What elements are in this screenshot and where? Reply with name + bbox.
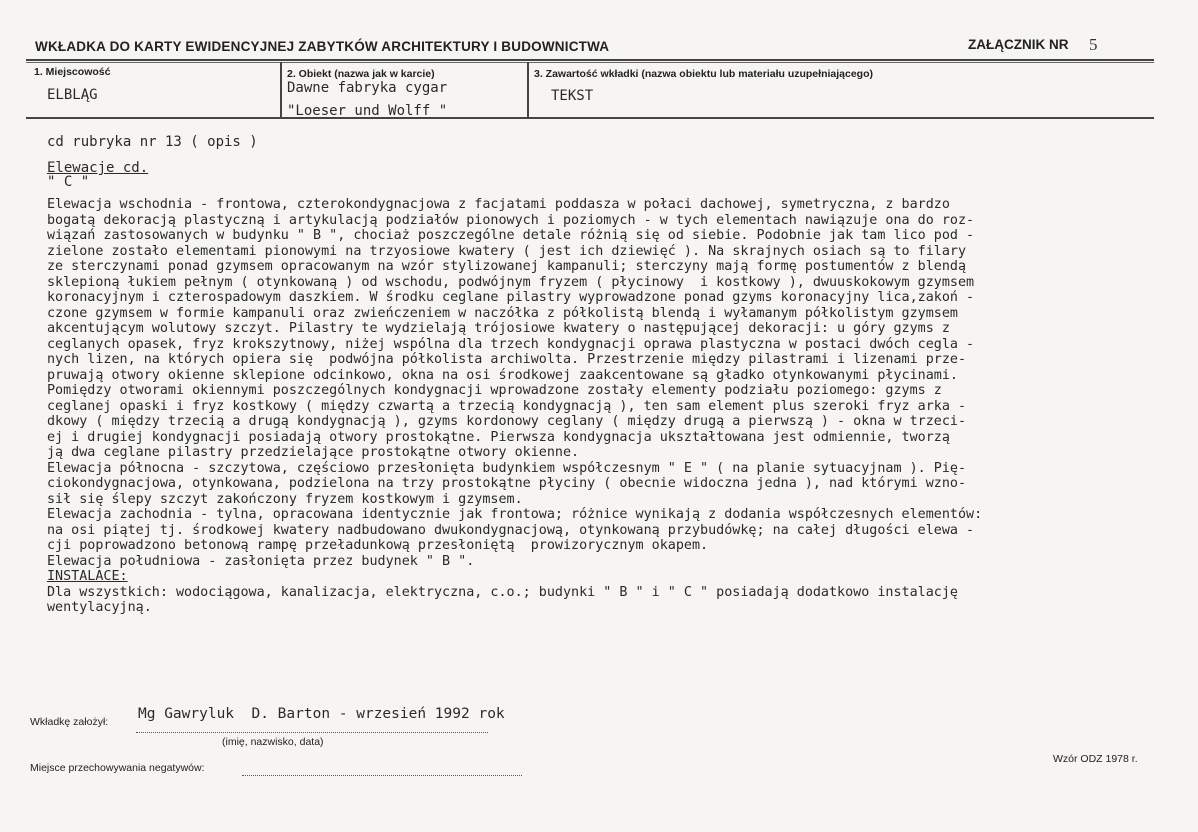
installations-heading: INSTALACE:: [47, 569, 128, 584]
description-line: cji poprowadzono betonową rampę przeładunkową przesłoniętą prowizorycznym okapem.: [47, 538, 709, 553]
subsection-label: " C ": [47, 174, 90, 190]
description-line: Elewacja północna - szczytowa, częściowo przesłonięta budynkiem współczesnym " E " ( na planie sytuacyjnam ). Pię-: [47, 460, 967, 476]
prepared-by-line: [136, 732, 488, 733]
description-line: zielone zostało elementami pionowymi na trzyosiowe kwatery ( jest ich dziewięć ). Na skrajnych osiach są to filary: [47, 243, 967, 259]
annex-label: ZAŁĄCZNIK NR: [968, 37, 1069, 52]
description-line: Pomiędzy otworami okiennymi poszczególnych kondygnacji wprowadzone zostały elementy podziału poziomego: gzyms z: [47, 383, 942, 398]
description-line: nych lizen, na których opiera się podwójna półkolista archiwolta. Przestrzenie między pilastrami i lizenami prze-: [47, 352, 967, 367]
description-line: ciokondygnacjowa, otynkowana, podzielona na trzy prostokątne płyciny ( obecnie widoczna jedna ), nad którymi wzno-: [47, 476, 967, 491]
description-line: ją dwa ceglane pilastry przedzielające prostokątne otwory okienne.: [47, 445, 580, 460]
header-rule: [26, 59, 1154, 61]
description-line: Elewacja wschodnia - frontowa, czterokondygnacjowa z facjatami poddasza w połaci dachowej, symetryczna, z bardzo: [47, 197, 950, 212]
description-line: bogatą dekoracją plastyczną i artykulacją podziałów pionowych i poziomych - w tych elementach nawiązuje ona do roz-: [47, 212, 975, 228]
fields-rule: [26, 117, 1154, 119]
description-line: Elewacja zachodnia - tylna, opracowana identycznie jak frontowa; różnice wynikają z dodania współczesnych elementów:: [47, 507, 983, 522]
description-line: wentylacyjną.: [47, 600, 152, 615]
description-line: sił się ślepy szczyt zakończony fryzem kostkowym i gzymsem.: [47, 491, 523, 507]
name-hint: (imię, nazwisko, data): [222, 736, 324, 748]
locality-value: ELBLĄG: [47, 87, 98, 103]
description-line: wiązań zastosowanych w budynku " B ", chociaż poszczególne detale różnią się od siebie. Podobnie jak tam lico pod -: [47, 228, 975, 243]
prepared-by-value: Mg Gawryluk D. Barton - wrzesień 1992 rok: [138, 706, 505, 722]
description-line: Elewacja południowa - zasłonięta przez budynek " B ".: [47, 553, 475, 569]
field-divider-1: [280, 62, 282, 118]
locality-label: 1. Miejscowość: [34, 66, 111, 78]
header-rule-thin: [26, 62, 1154, 63]
negatives-line: [242, 775, 522, 776]
form-code: Wzór ODZ 1978 r.: [1053, 753, 1138, 765]
description-line: ceglanych opasek, fryz krokszytnowy, niżej wspólna dla trzech kondygnacji oprawa plastyczna w postaci dwóch cegla -: [47, 336, 975, 352]
description-line: ceglanej opaski i fryz kostkowy ( między czwartą a trzecią kondygnacją ), ten sam element plus szeroki fryz arka -: [47, 398, 967, 414]
object-label: 2. Obiekt (nazwa jak w karcie): [287, 68, 435, 80]
object-value-line2: "Loeser und Wolff ": [287, 103, 448, 119]
description-line: sklepioną łukiem pełnym ( otynkowaną ) od wschodu, podwójnym fryzem ( płycinowy i kostkowy ), dwuuskokowym gzymsem: [47, 274, 975, 290]
form-title: WKŁADKA DO KARTY EWIDENCYJNEJ ZABYTKÓW ARCHITEKTURY I BUDOWNICTWA: [35, 39, 610, 54]
description-line: koronacyjnym i czterospadowym daszkiem. W środku ceglane pilastry wyprowadzone ponad gzyms koronacyjny lica,zakoń -: [47, 290, 975, 305]
description-line: ej i drugiej kondygnacji posiadają otwory prostokątne. Pierwsza kondygnacja ukształtowana jest odmiennie, tworzą: [47, 429, 950, 445]
description-text: [47, 197, 1187, 616]
object-value-line1: Dawne fabryka cygar: [287, 80, 448, 96]
description-line: akcentującym wolutowy szczyt. Pilastry te wydzielają trójosiowe kwatery o następującej dekoracji: u góry gzyms z: [47, 321, 950, 336]
section-heading: Elewacje cd.: [47, 160, 149, 176]
field-divider-2: [527, 62, 529, 118]
description-line: na osi piątej tj. środkowej kwatery nadbudowano dwukondygnacjową, otynkowaną przybudówkę; na całej długości elewa -: [47, 522, 975, 538]
content-label: 3. Zawartość wkładki (nazwa obiektu lub materiału uzupełniającego): [534, 68, 873, 80]
prepared-by-label: Wkładkę założył:: [30, 716, 109, 728]
annex-number: 5: [1089, 35, 1098, 54]
description-line: czone gzymsem w formie kampanuli oraz zwieńczeniem w naczółka z półkolistą blendą i wyłamanym półkolistym gzymsem: [47, 305, 958, 321]
negatives-label: Miejsce przechowywania negatywów:: [30, 762, 205, 774]
content-value: TEKST: [551, 88, 594, 104]
description-line: ze sterczynami ponad gzymsem opracowanym na wzór stylizowanej kampanuli; sterczyny mają formę postumentów z blendą: [47, 259, 967, 274]
description-line: Dla wszystkich: wodociągowa, kanalizacja, elektryczna, c.o.; budynki " B " i " C " posiadają dodatkowo instalację: [47, 584, 958, 600]
reference-line: cd rubryka nr 13 ( opis ): [47, 134, 258, 150]
description-line: pruwają otwory okienne sklepione odcinkowo, okna na osi środkowej zaakcentowane są gładko otynkowanymi płycinami.: [47, 367, 958, 383]
description-line: dkowy ( między trzecią a drugą kondygnacją ), gzyms kordonowy ceglany ( między drugą a pierwszą ) - okna w trzeci-: [47, 414, 967, 429]
